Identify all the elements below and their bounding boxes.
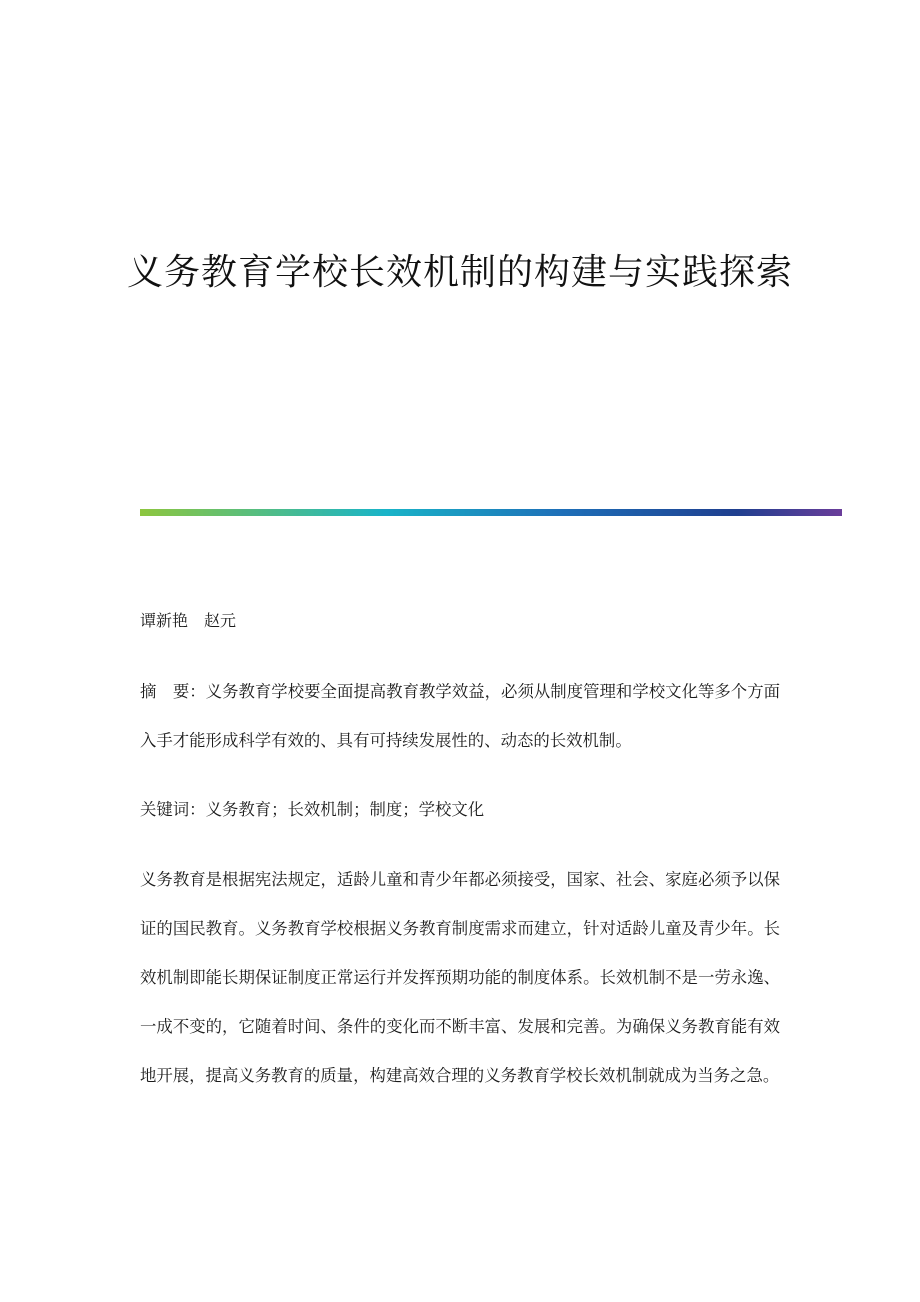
authors: 谭新艳 赵元 (140, 611, 237, 630)
keywords-text: 义务教育；长效机制；制度；学校文化 (205, 800, 485, 819)
keywords-label: 关键词： (140, 800, 206, 819)
title-divider (140, 509, 842, 516)
keywords (140, 785, 780, 834)
body-paragraph: 义务教育是根据宪法规定，适龄儿童和青少年都必须接受，国家、社会、家庭必须予以保证的国民教育。义务教育学校根据义务教育制度需求而建立，针对适龄儿童及青少年。长效机制即能长期保证制度正常运行并发挥预期功能的制度体系。长效机制不是一劳永逸、一成不变的，它随着时间、条件的变化而不断丰富、发展和完善。为确保义务教育能有效地开展，提高义务教育的质量，构建高效合理的义务教育学校长效机制就成为当务之急。 (140, 870, 780, 1085)
document-title: 义务教育学校长效机制的构建与实践探索 (126, 252, 793, 293)
abstract (140, 667, 780, 765)
abstract-label: 摘 要： (140, 682, 206, 701)
abstract-text: 义务教育学校要全面提高教育教学效益，必须从制度管理和学校文化等多个方面入手才能形成科学有效的、具有可持续发展性的、动态的长效机制。 (140, 682, 781, 750)
